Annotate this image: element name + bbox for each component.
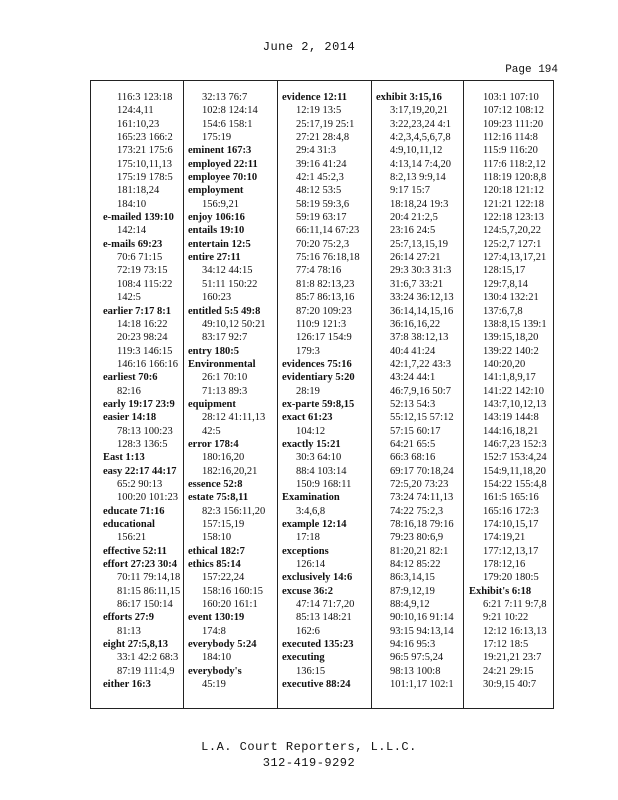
index-reference: 27:21 28:4,8 (296, 132, 350, 144)
index-reference: 182:16,20,21 (202, 465, 258, 477)
index-reference: 101:1,17 102:1 (390, 679, 454, 691)
index-reference: 42:5 (202, 425, 221, 437)
index-reference: 25:17,19 25:1 (296, 118, 355, 130)
index-reference: 160:20 161:1 (202, 599, 258, 611)
index-reference: 120:18 121:12 (483, 185, 544, 197)
index-headword: exceptions (282, 545, 329, 557)
index-reference: 43:24 44:1 (390, 372, 436, 384)
index-reference: 37:8 38:12,13 (390, 332, 449, 344)
index-reference: 165:16 172:3 (483, 505, 539, 517)
index-reference: 137:6,7,8 (483, 305, 523, 317)
index-reference: 30:9,15 40:7 (483, 679, 537, 691)
index-reference: 157:22,24 (202, 572, 245, 584)
index-reference: 25:7,13,15,19 (390, 238, 449, 250)
index-reference: 64:21 65:5 (390, 438, 436, 450)
index-reference: 160:23 (202, 292, 232, 304)
index-reference: 81:20,21 82:1 (390, 545, 449, 557)
index-reference: 180:16,20 (202, 452, 245, 464)
index-reference: 3:4,6,8 (296, 505, 326, 517)
index-reference: 87:20 109:23 (296, 305, 352, 317)
index-headword: easier 14:18 (103, 412, 157, 424)
index-reference: 156:21 (117, 532, 147, 544)
index-headword: evidentiary 5:20 (282, 372, 355, 384)
index-reference: 129:7,8,14 (483, 278, 528, 290)
index-headword: entry 180:5 (188, 345, 240, 357)
index-reference: 82:3 156:11,20 (202, 505, 266, 517)
index-reference: 116:3 123:18 (117, 92, 173, 103)
index-reference: 146:7,23 152:3 (483, 438, 547, 450)
index-reference: 74:22 75:2,3 (390, 505, 444, 517)
index-reference: 112:16 114:8 (483, 132, 538, 144)
index-headword: estate 75:8,11 (188, 492, 249, 504)
index-headword: effective 52:11 (103, 545, 167, 557)
index-reference: 174:19,21 (483, 532, 526, 544)
index-reference: 82:16 (117, 385, 141, 397)
index-headword: example 12:14 (282, 519, 347, 530)
index-reference: 73:24 74:11,13 (390, 492, 454, 504)
index-reference: 175:19 178:5 (117, 172, 173, 184)
index-headword: early 19:17 23:9 (103, 398, 175, 410)
index-reference: 70:6 71:15 (117, 252, 163, 264)
index-headword: exclusively 14:6 (282, 572, 353, 584)
index-headword: effort 27:23 30:4 (103, 559, 178, 571)
index-headword: equipment (188, 398, 236, 410)
index-reference: 81:13 (117, 625, 141, 637)
index-table (90, 80, 554, 709)
column-divider (371, 81, 372, 708)
index-reference: 88:4,9,12 (390, 599, 430, 611)
index-reference: 96:5 97:5,24 (390, 652, 444, 664)
index-headword: employee 70:10 (188, 172, 258, 184)
index-reference: 9:17 15:7 (390, 185, 430, 197)
index-reference: 121:21 122:18 (483, 198, 544, 210)
index-reference: 174:10,15,17 (483, 519, 539, 530)
index-headword: everybody 5:24 (188, 639, 257, 651)
index-reference: 136:15 (296, 665, 326, 677)
index-reference: 3:17,19,20,21 (390, 105, 449, 117)
index-reference: 18:18,24 19:3 (390, 198, 449, 210)
index-reference: 142:5 (117, 292, 141, 304)
index-reference: 127:4,13,17,21 (483, 252, 547, 264)
index-reference: 42:1,7,22 43:3 (390, 358, 451, 370)
index-reference: 78:16,18 79:16 (390, 519, 454, 530)
index-headword: evidences 75:16 (282, 358, 352, 370)
index-reference: 142:14 (117, 225, 147, 237)
index-headword: earliest 70:6 (103, 372, 158, 384)
index-reference: 52:13 54:3 (390, 398, 436, 410)
index-headword: exact 61:23 (282, 412, 333, 424)
index-reference: 77:4 78:16 (296, 265, 342, 277)
index-reference: 28:19 (296, 385, 320, 397)
index-reference: 154:6 158:1 (202, 118, 253, 130)
index-reference: 156:9,21 (202, 198, 240, 210)
index-reference: 85:7 86:13,16 (296, 292, 355, 304)
index-reference: 12:12 16:13,13 (483, 625, 547, 637)
index-reference: 100:20 101:23 (117, 492, 178, 504)
index-headword: e-mails 69:23 (103, 238, 163, 250)
index-reference: 46:7,9,16 50:7 (390, 385, 451, 397)
index-reference: 42:1 45:2,3 (296, 172, 344, 184)
index-reference: 66:3 68:16 (390, 452, 436, 464)
index-reference: 65:2 90:13 (117, 478, 163, 490)
index-reference: 139:22 140:2 (483, 345, 539, 357)
index-headword: ethics 85:14 (188, 559, 241, 571)
index-headword: ex-parte 59:8,15 (282, 398, 355, 410)
index-reference: 70:11 79:14,18 (117, 572, 181, 584)
index-headword: essence 52:8 (188, 478, 243, 490)
index-reference: 75:16 76:18,18 (296, 252, 360, 264)
index-headword: Exhibit's 6:18 (469, 585, 532, 597)
index-reference: 14:18 16:22 (117, 318, 168, 330)
footer-phone: 312-419-9292 (262, 756, 356, 770)
index-reference: 40:4 41:24 (390, 345, 436, 357)
index-reference: 24:21 29:15 (483, 665, 534, 677)
index-column-2 (188, 91, 266, 691)
index-headword: enjoy 106:16 (188, 212, 245, 224)
column-divider (277, 81, 278, 708)
index-reference: 179:20 180:5 (483, 572, 539, 584)
index-headword: evidence 12:11 (282, 92, 348, 103)
index-reference: 108:4 115:22 (117, 278, 173, 290)
index-headword: entails 19:10 (188, 225, 245, 237)
index-reference: 140:20,20 (483, 358, 526, 370)
index-reference: 87:19 111:4,9 (117, 665, 175, 677)
index-reference: 72:5,20 73:23 (390, 478, 449, 490)
index-reference: 86:17 150:14 (117, 599, 173, 611)
index-reference: 39:16 41:24 (296, 158, 347, 170)
index-reference: 28:12 41:11,13 (202, 412, 266, 424)
index-reference: 158:10 (202, 532, 232, 544)
index-reference: 157:15,19 (202, 519, 245, 530)
index-headword: excuse 36:2 (282, 585, 334, 597)
index-column-3 (282, 91, 360, 691)
index-reference: 104:12 (296, 425, 326, 437)
index-reference: 29:4 31:3 (296, 145, 336, 157)
index-reference: 71:13 89:3 (202, 385, 248, 397)
index-reference: 143:7,10,12,13 (483, 398, 547, 410)
index-headword: East 1:13 (103, 452, 145, 464)
index-reference: 47:14 71:7,20 (296, 599, 355, 611)
index-reference: 36:14,14,15,16 (390, 305, 454, 317)
index-reference: 126:17 154:9 (296, 332, 352, 344)
index-reference: 98:13 100:8 (390, 665, 441, 677)
index-reference: 12:19 13:5 (296, 105, 342, 117)
index-reference: 115:9 116:20 (483, 145, 538, 157)
index-reference: 143:19 144:8 (483, 412, 539, 424)
index-reference: 88:4 103:14 (296, 465, 347, 477)
index-reference: 93:15 94:13,14 (390, 625, 454, 637)
index-reference: 49:10,12 50:21 (202, 318, 266, 330)
index-reference: 184:10 (117, 198, 147, 210)
index-reference: 26:14 27:21 (390, 252, 441, 264)
index-reference: 126:14 (296, 559, 326, 571)
index-reference: 23:16 24:5 (390, 225, 436, 237)
index-headword: exactly 15:21 (282, 438, 341, 450)
index-column-5 (469, 91, 547, 691)
index-reference: 81:8 82:13,23 (296, 278, 355, 290)
index-headword: eight 27:5,8,13 (103, 639, 169, 651)
index-reference: 175:10,11,13 (117, 158, 173, 170)
index-reference: 33:1 42:2 68:3 (117, 652, 179, 664)
index-reference: 161:5 165:16 (483, 492, 539, 504)
index-reference: 58:19 59:3,6 (296, 198, 350, 210)
index-headword: efforts 27:9 (103, 612, 155, 624)
index-reference: 84:12 85:22 (390, 559, 441, 571)
index-reference: 179:3 (296, 345, 320, 357)
index-headword: educational (103, 519, 155, 530)
index-reference: 59:19 63:17 (296, 212, 347, 224)
index-reference: 36:16,16,22 (390, 318, 441, 330)
index-reference: 30:3 64:10 (296, 452, 342, 464)
index-reference: 125:2,7 127:1 (483, 238, 542, 250)
index-reference: 178:12,16 (483, 559, 526, 571)
index-reference: 141:22 142:10 (483, 385, 544, 397)
index-reference: 124:4,11 (117, 105, 154, 117)
index-reference: 20:4 21:2,5 (390, 212, 438, 224)
footer-company: L.A. Court Reporters, L.L.C. (201, 740, 417, 754)
index-headword: either 16:3 (103, 679, 151, 691)
index-reference: 29:3 30:3 31:3 (390, 265, 452, 277)
column-divider (183, 81, 184, 708)
index-reference: 109:23 111:20 (483, 118, 544, 130)
index-reference: 48:12 53:5 (296, 185, 342, 197)
index-reference: 118:19 120:8,8 (483, 172, 547, 184)
index-reference: 72:19 73:15 (117, 265, 168, 277)
index-reference: 55:12,15 57:12 (390, 412, 454, 424)
index-headword: executing (282, 652, 325, 664)
index-reference: 34:12 44:15 (202, 265, 253, 277)
index-headword: ethical 182:7 (188, 545, 245, 557)
index-reference: 177:12,13,17 (483, 545, 539, 557)
index-reference: 4:13,14 7:4,20 (390, 158, 451, 170)
index-headword: educate 71:16 (103, 505, 165, 517)
index-reference: 79:23 80:6,9 (390, 532, 444, 544)
index-reference: 87:9,12,19 (390, 585, 435, 597)
index-reference: 31:6,7 33:21 (390, 278, 444, 290)
index-headword: entertain 12:5 (188, 238, 251, 250)
index-reference: 51:11 150:22 (202, 278, 258, 290)
page-number: Page 194 (505, 64, 558, 76)
index-reference: 110:9 121:3 (296, 318, 347, 330)
index-headword: easy 22:17 44:17 (103, 465, 177, 477)
index-headword: Environmental (188, 358, 256, 370)
index-reference: 119:3 146:15 (117, 345, 173, 357)
index-headword: earlier 7:17 8:1 (103, 305, 172, 317)
index-headword: employment (188, 185, 244, 197)
document-date: June 2, 2014 (262, 40, 356, 54)
index-headword: entire 27:11 (188, 252, 241, 264)
index-reference: 107:12 108:12 (483, 105, 544, 117)
index-reference: 4:2,3,4,5,6,7,8 (390, 132, 451, 144)
index-reference: 90:10,16 91:14 (390, 612, 454, 624)
index-headword: everybody's (188, 665, 242, 677)
index-headword: executive 88:24 (282, 679, 351, 691)
index-reference: 86:3,14,15 (390, 572, 435, 584)
index-reference: 78:13 100:23 (117, 425, 173, 437)
index-reference: 103:1 107:10 (483, 92, 539, 103)
index-reference: 57:15 60:17 (390, 425, 441, 437)
index-reference: 17:18 (296, 532, 320, 544)
index-reference: 144:16,18,21 (483, 425, 539, 437)
index-reference: 165:23 166:2 (117, 132, 173, 144)
index-headword: Examination (282, 492, 340, 504)
index-reference: 158:16 160:15 (202, 585, 263, 597)
index-reference: 9:21 10:22 (483, 612, 529, 624)
index-headword: exhibit 3:15,16 (376, 92, 442, 103)
index-reference: 124:5,7,20,22 (483, 225, 542, 237)
index-reference: 162:6 (296, 625, 320, 637)
index-headword: entitled 5:5 49:8 (188, 305, 261, 317)
index-reference: 4:9,10,11,12 (390, 145, 443, 157)
index-reference: 117:6 118:2,12 (483, 158, 546, 170)
index-reference: 173:21 175:6 (117, 145, 173, 157)
index-headword: employed 22:11 (188, 158, 258, 170)
index-column-4 (376, 91, 454, 691)
index-reference: 85:13 148:21 (296, 612, 352, 624)
index-reference: 138:8,15 139:1 (483, 318, 547, 330)
index-reference: 3:22,23,24 4:1 (390, 118, 451, 130)
index-reference: 139:15,18,20 (483, 332, 539, 344)
index-reference: 83:17 92:7 (202, 332, 248, 344)
index-reference: 66:11,14 67:23 (296, 225, 360, 237)
index-reference: 69:17 70:18,24 (390, 465, 454, 477)
index-reference: 32:13 76:7 (202, 92, 248, 103)
index-reference: 45:19 (202, 679, 226, 691)
index-reference: 161:10,23 (117, 118, 160, 130)
index-column-1 (103, 91, 180, 691)
index-headword: e-mailed 139:10 (103, 212, 174, 224)
index-headword: executed 135:23 (282, 639, 354, 651)
index-reference: 154:22 155:4,8 (483, 478, 547, 490)
index-reference: 122:18 123:13 (483, 212, 544, 224)
index-headword: eminent 167:3 (188, 145, 252, 157)
index-reference: 94:16 95:3 (390, 639, 436, 651)
index-reference: 181:18,24 (117, 185, 160, 197)
index-reference: 20:23 98:24 (117, 332, 168, 344)
index-reference: 141:1,8,9,17 (483, 372, 536, 384)
index-reference: 26:1 70:10 (202, 372, 248, 384)
index-reference: 128:3 136:5 (117, 438, 168, 450)
index-reference: 146:16 166:16 (117, 358, 178, 370)
column-divider (463, 81, 464, 708)
index-reference: 17:12 18:5 (483, 639, 529, 651)
index-reference: 130:4 132:21 (483, 292, 539, 304)
index-headword: event 130:19 (188, 612, 245, 624)
index-reference: 6:21 7:11 9:7,8 (483, 599, 547, 611)
index-reference: 81:15 86:11,15 (117, 585, 181, 597)
index-reference: 33:24 36:12,13 (390, 292, 454, 304)
index-reference: 70:20 75:2,3 (296, 238, 350, 250)
index-reference: 102:8 124:14 (202, 105, 258, 117)
index-reference: 152:7 153:4,24 (483, 452, 547, 464)
index-headword: error 178:4 (188, 438, 239, 450)
index-reference: 8:2,13 9:9,14 (390, 172, 446, 184)
index-reference: 184:10 (202, 652, 232, 664)
index-reference: 154:9,11,18,20 (483, 465, 546, 477)
index-reference: 175:19 (202, 132, 232, 144)
index-reference: 128:15,17 (483, 265, 526, 277)
index-reference: 150:9 168:11 (296, 478, 352, 490)
index-reference: 174:8 (202, 625, 226, 637)
index-reference: 19:21,21 23:7 (483, 652, 542, 664)
